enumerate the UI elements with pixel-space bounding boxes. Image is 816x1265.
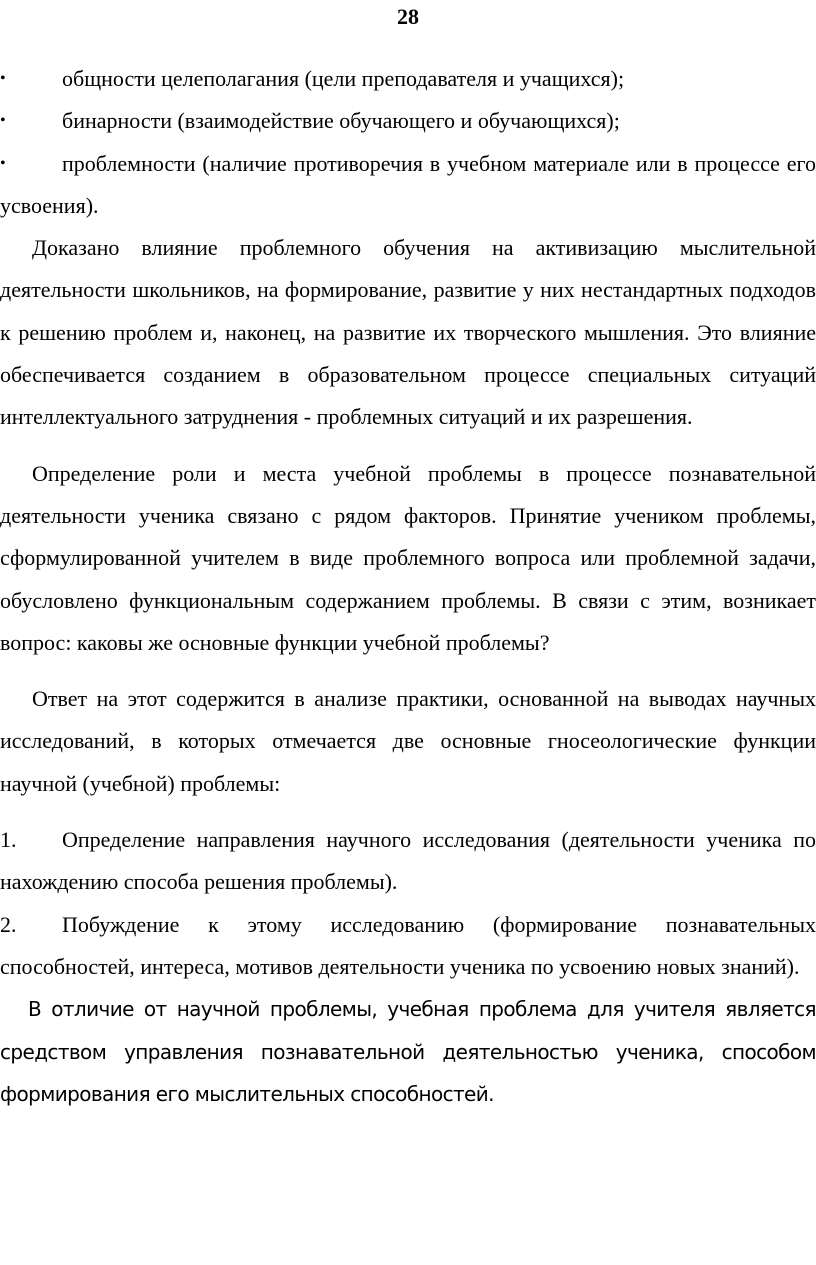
spacer	[0, 439, 816, 453]
paragraph: В отличие от научной проблемы, учебная проблема для учителя является средством управления познавательной деятельностью ученика, способом формирования его мыслительных способностей.	[0, 997, 816, 1106]
bullet-icon: •	[0, 70, 6, 87]
bullet-item	[0, 143, 816, 228]
bullet-text: бинарности (взаимодействие обучающего и обучающихся);	[62, 108, 620, 134]
page-number: 28	[397, 4, 419, 29]
numbered-text: Определение направления научного исследования (деятельности ученика по нахождению способа решения проблемы).	[0, 827, 816, 895]
bullet-item	[0, 100, 816, 142]
bullet-item	[0, 58, 816, 100]
paragraph: Ответ на этот содержится в анализе практики, основанной на выводах научных исследований, в которых отмечается две основные гносеологические функции научной (учебной) проблемы:	[0, 686, 816, 796]
item-number: 2.	[0, 911, 17, 937]
item-number: 1.	[0, 827, 17, 853]
numbered-item	[0, 819, 816, 904]
numbered-item	[0, 904, 816, 989]
bullet-text: общности целеполагания (цели преподавателя и учащихся);	[62, 66, 625, 91]
numbered-text: Побуждение к этому исследованию (формирование познавательных способностей, интереса, мотивов деятельности ученика по усвоению новых знаний).	[0, 911, 816, 979]
paragraph: Определение роли и места учебной проблемы в процессе познавательной деятельности ученика связано с рядом факторов. Принятие учеником проблемы, сформулированной учителем в виде проблемного вопроса или проблемной задачи, обусловлено функциональным содержанием проблемы. В связи с этим, возникает вопрос: каковы же основные функции учебной проблемы?	[0, 460, 816, 655]
page-content	[0, 58, 816, 1115]
paragraph: Доказано влияние проблемного обучения на активизацию мыслительной деятельности школьников, на формирование, развитие у них нестандартных подходов к решению проблем и, наконец, на развитие их творческого мышления. Это влияние обеспечивается созданием в образовательном процессе специальных ситуаций интеллектуального затруднения - проблемных ситуаций и их разрешения.	[0, 235, 816, 430]
bullet-text: проблемности (наличие противоречия в учебном материале или в процессе его усвоения).	[0, 150, 816, 218]
bullet-icon: •	[0, 112, 6, 130]
bullet-icon: •	[0, 154, 6, 172]
spacer	[0, 664, 816, 678]
spacer	[0, 805, 816, 819]
